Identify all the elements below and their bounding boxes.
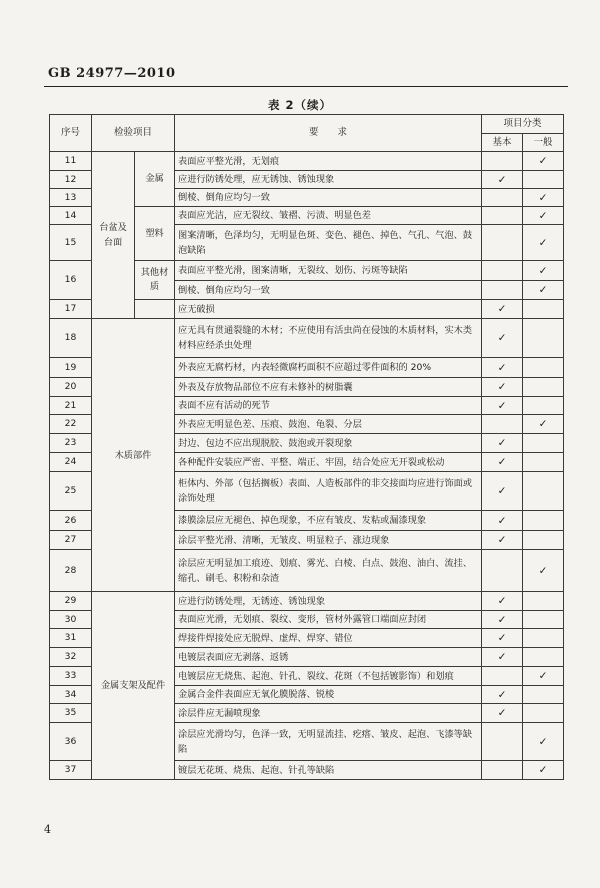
header-seq: 序号 [50,115,92,152]
requirement-text: 应进行防锈处理，应无锈蚀、锈蚀现象 [175,171,482,189]
row-number: 28 [50,550,92,592]
basic-check: ✓ [482,648,523,667]
subgroup-other: 其他材质 [135,261,175,300]
row-number: 17 [50,300,92,319]
requirement-text: 图案清晰，色泽均匀，无明显色斑、变色、褪色、掉色、气孔、气泡、鼓泡缺陷 [175,225,482,261]
group-wood: 木质部件 [92,319,175,592]
general-check [523,300,564,319]
general-check [523,358,564,378]
basic-check [482,281,523,300]
requirement-text: 漆膜涂层应无褪色、掉色现象，不应有皱皮、发粘或漏漆现象 [175,511,482,531]
table-row [50,592,564,611]
general-check [523,592,564,611]
general-check: ✓ [523,225,564,261]
header-item: 检验项目 [92,115,175,152]
requirement-text: 表面应光滑，无划痕、裂纹、变形，管材外露管口端面应封闭 [175,611,482,629]
row-number: 25 [50,472,92,511]
table-row [50,319,564,358]
general-check [523,378,564,397]
general-check: ✓ [523,261,564,281]
row-number: 23 [50,434,92,453]
requirement-text: 外表应无腐朽材，内表轻微腐朽面积不应超过零件面积的 20% [175,358,482,378]
row-number: 29 [50,592,92,611]
requirement-text: 封边、包边不应出现脱胶、鼓泡或开裂现象 [175,434,482,453]
general-check [523,648,564,667]
general-check: ✓ [523,189,564,207]
header-category: 项目分类 [482,115,564,134]
general-check [523,531,564,550]
requirement-text: 柜体内、外部（包括搁板）表面、人造板部件的非交接面均应进行饰面或涂饰处理 [175,472,482,511]
general-check: ✓ [523,415,564,434]
row-number: 18 [50,319,92,358]
requirement-text: 电镀层表面应无剥落、返锈 [175,648,482,667]
basic-check [482,761,523,780]
general-check [523,397,564,415]
basic-check: ✓ [482,611,523,629]
basic-check: ✓ [482,319,523,358]
basic-check: ✓ [482,358,523,378]
basic-check [482,723,523,761]
row-number: 15 [50,225,92,261]
requirement-text: 应无具有贯通裂缝的木材；不应使用有活虫尚在侵蚀的木质材料，实木类材料应经杀虫处理 [175,319,482,358]
row-number: 20 [50,378,92,397]
requirement-text: 镀层无花斑、烧焦、起泡、针孔等缺陷 [175,761,482,780]
basic-check: ✓ [482,434,523,453]
basic-check: ✓ [482,453,523,472]
row-number: 35 [50,704,92,723]
basic-check [482,415,523,434]
requirement-text: 各种配件安装应严密、平整、端正、牢固，结合处应无开裂或松动 [175,453,482,472]
requirement-text: 表面应平整光滑，无划痕 [175,152,482,171]
basic-check [482,667,523,686]
general-check [523,472,564,511]
general-check [523,629,564,648]
basic-check: ✓ [482,704,523,723]
general-check [523,319,564,358]
requirements-table [49,114,564,780]
header-general: 一般 [523,134,564,152]
requirement-text: 涂层件应无漏喷现象 [175,704,482,723]
table-title: 表 2（续） [267,98,332,112]
requirement-text: 倒棱、倒角应均匀一致 [175,281,482,300]
basic-check: ✓ [482,511,523,531]
basic-check [482,225,523,261]
basic-check: ✓ [482,378,523,397]
header-rule [44,86,568,87]
basic-check: ✓ [482,472,523,511]
row-number: 36 [50,723,92,761]
requirement-text: 涂层应无明显加工痕迹、划痕、雾光、白棱、白点、鼓泡、油白、流挂、缩孔、刷毛、积粉和杂渣 [175,550,482,592]
row-number: 27 [50,531,92,550]
row-number: 14 [50,207,92,225]
row-number: 16 [50,261,92,300]
requirement-text: 金属合金件表面应无氧化膜脱落、锐棱 [175,686,482,704]
row-number: 32 [50,648,92,667]
general-check [523,704,564,723]
row-number: 37 [50,761,92,780]
row-number: 11 [50,152,92,171]
row-number: 13 [50,189,92,207]
basic-check [482,189,523,207]
requirement-text: 应无破损 [175,300,482,319]
basic-check: ✓ [482,531,523,550]
basic-check [482,550,523,592]
row-number: 24 [50,453,92,472]
general-check: ✓ [523,281,564,300]
page-number: 4 [44,823,51,836]
basic-check: ✓ [482,686,523,704]
basic-check [482,207,523,225]
requirement-text: 涂层平整光滑、清晰，无皱皮、明显粒子、涨边现象 [175,531,482,550]
requirement-text: 电镀层应无烧焦、起泡、针孔、裂纹、花斑（不包括镀影饰）和划痕 [175,667,482,686]
row-number: 21 [50,397,92,415]
row-number: 12 [50,171,92,189]
subgroup-metal: 金属 [135,152,175,207]
basic-check: ✓ [482,397,523,415]
group-basin: 台盆及 台面 [92,152,135,319]
general-check [523,453,564,472]
row-number: 22 [50,415,92,434]
general-check: ✓ [523,152,564,171]
table-row [50,152,564,171]
general-check: ✓ [523,667,564,686]
general-check: ✓ [523,550,564,592]
general-check: ✓ [523,761,564,780]
row-number: 30 [50,611,92,629]
requirement-text: 应进行防锈处理，无锈迹、锈蚀现象 [175,592,482,611]
header-requirement: 要 求 [175,115,482,152]
row-number: 26 [50,511,92,531]
general-check [523,171,564,189]
basic-check [482,261,523,281]
standard-code: GB 24977—2010 [48,66,176,81]
header-basic: 基本 [482,134,523,152]
requirement-text: 表面不应有活动的死节 [175,397,482,415]
requirement-text: 表面应平整光滑，图案清晰，无裂纹、划伤、污斑等缺陷 [175,261,482,281]
general-check [523,686,564,704]
basic-check: ✓ [482,629,523,648]
requirement-text: 外表应无明显色差、压痕、鼓泡、龟裂、分层 [175,415,482,434]
row-number: 31 [50,629,92,648]
general-check [523,434,564,453]
general-check: ✓ [523,207,564,225]
general-check [523,511,564,531]
subgroup-plastic: 塑料 [135,207,175,261]
requirement-text: 焊接件焊接处应无脱焊、虚焊、焊穿、错位 [175,629,482,648]
basic-check: ✓ [482,300,523,319]
requirement-text: 表面应光洁，应无裂纹、皱褶、污渍、明显色差 [175,207,482,225]
basic-check: ✓ [482,171,523,189]
subgroup-empty [135,300,175,319]
requirement-text: 外表及存放物品部位不应有未修补的树脂囊 [175,378,482,397]
row-number: 19 [50,358,92,378]
row-number: 33 [50,667,92,686]
basic-check: ✓ [482,592,523,611]
group-metal-frame: 金属支架及配件 [92,592,175,780]
general-check [523,611,564,629]
requirement-text: 倒棱、倒角应均匀一致 [175,189,482,207]
row-number: 34 [50,686,92,704]
requirement-text: 涂层应光滑均匀，色泽一致，无明显流挂、疙瘩、皱皮、起泡、飞漆等缺陷 [175,723,482,761]
general-check: ✓ [523,723,564,761]
basic-check [482,152,523,171]
header-row [50,115,564,134]
